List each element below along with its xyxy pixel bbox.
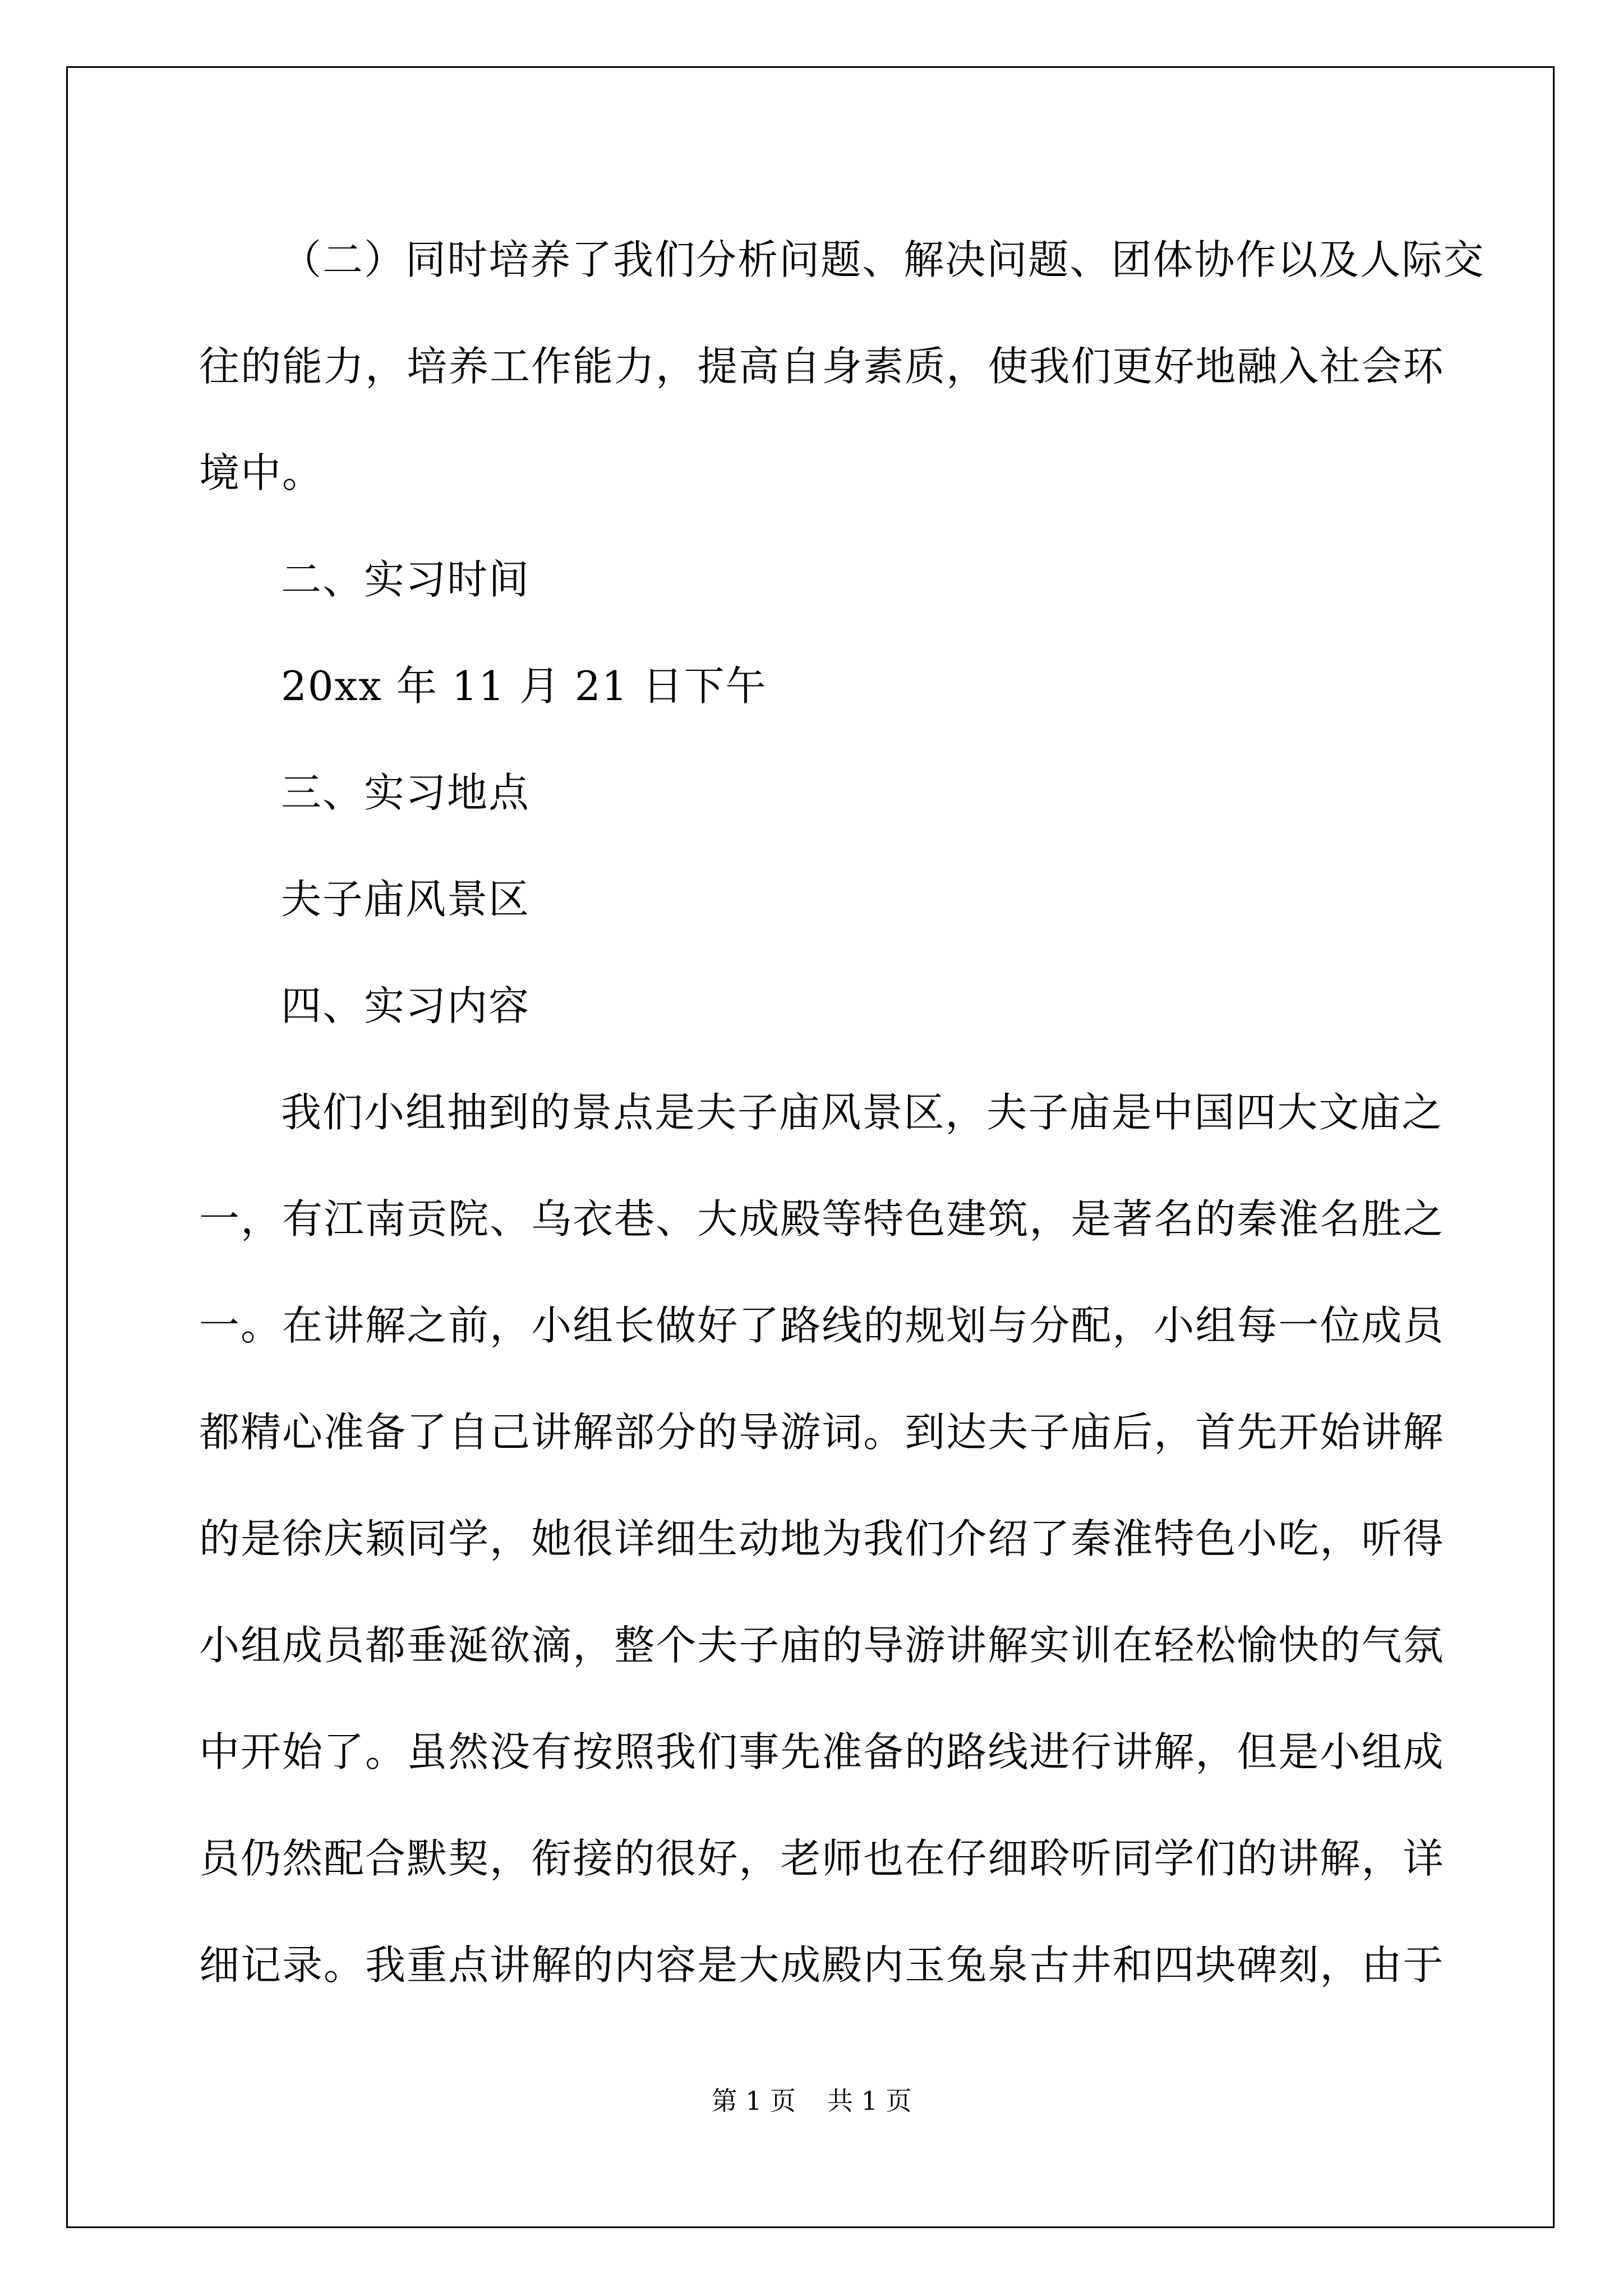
text-line: 细 记 录 。 我 重 点 讲 解 的 内 容 是 大 成 殿 内 玉 兔 泉 古 井 和 四 块 碑 刻 ， 由 于 xyxy=(199,1941,1445,1989)
heading-internship-content xyxy=(199,953,1427,1059)
paragraph-internship-date xyxy=(199,633,1427,739)
text-line: 员 仍 然 配 合 默 契 ， 衔 接 的 很 好 ， 老 师 也 在 仔 细 聆 听 同 学 们 的 讲 解 ， 详 xyxy=(199,1835,1445,1882)
page-number-current: 第 1 页 xyxy=(711,2086,796,2116)
text-line: 的 是 徐 庆 颖 同 学 ， 她 很 详 细 生 动 地 为 我 们 介 绍 了 秦 淮 特 色 小 吃 ， 听 得 xyxy=(199,1515,1445,1562)
paragraph-goal-2 xyxy=(199,206,1485,526)
text-line: 境中。 xyxy=(199,449,324,496)
text-line: 都 精 心 准 备 了 自 己 讲 解 部 分 的 导 游 词 。 到 达 夫 子 庙 后 ， 首 先 开 始 讲 解 xyxy=(199,1409,1445,1456)
text-line: 一 ， 有 江 南 贡 院 、 乌 衣 巷 、 大 成 殿 等 特 色 建 筑 ， 是 著 名 的 秦 淮 名 胜 之 xyxy=(199,1195,1445,1243)
text-line: 往 的 能 力 ， 培 养 工 作 能 力 ， 提 高 自 身 素 质 ， 使 我 们 更 好 地 融 入 社 会 环 xyxy=(199,343,1445,390)
heading-internship-time xyxy=(199,526,1427,633)
text-line: 我 们 小 组 抽 到 的 景 点 是 夫 子 庙 风 景 区 ， 夫 子 庙 是 中 国 四 大 文 庙 之 xyxy=(281,1089,1444,1136)
page-number-total: 共 1 页 xyxy=(827,2086,912,2116)
text-line: 20xx 年 11 月 21 日下午 xyxy=(281,662,767,710)
text-line: 中 开 始 了 。 虽 然 没 有 按 照 我 们 事 先 准 备 的 路 线 进 行 讲 解 ， 但 是 小 组 成 xyxy=(199,1728,1445,1775)
text-line: 小 组 成 员 都 垂 涎 欲 滴 ， 整 个 夫 子 庙 的 导 游 讲 解 实 训 在 轻 松 愉 快 的 气 氛 xyxy=(199,1622,1445,1669)
paragraph-internship-content xyxy=(199,1059,1445,2018)
document-body xyxy=(199,206,1485,2018)
text-line: 四、实习内容 xyxy=(281,982,531,1029)
heading-internship-place xyxy=(199,739,1427,846)
page-footer xyxy=(0,2084,1623,2118)
text-line: （ 二 ） 同 时 培 养 了 我 们 分 析 问 题 、 解 决 问 题 、 团 体 协 作 以 及 人 际 交 xyxy=(281,236,1485,283)
text-line: 二、实习时间 xyxy=(281,556,531,603)
text-line: 夫子庙风景区 xyxy=(281,876,531,923)
paragraph-internship-place xyxy=(199,846,1427,953)
text-line: 三、实习地点 xyxy=(281,769,531,816)
text-line: 一 。 在 讲 解 之 前 ， 小 组 长 做 好 了 路 线 的 规 划 与 分 配 ， 小 组 每 一 位 成 员 xyxy=(199,1302,1445,1349)
